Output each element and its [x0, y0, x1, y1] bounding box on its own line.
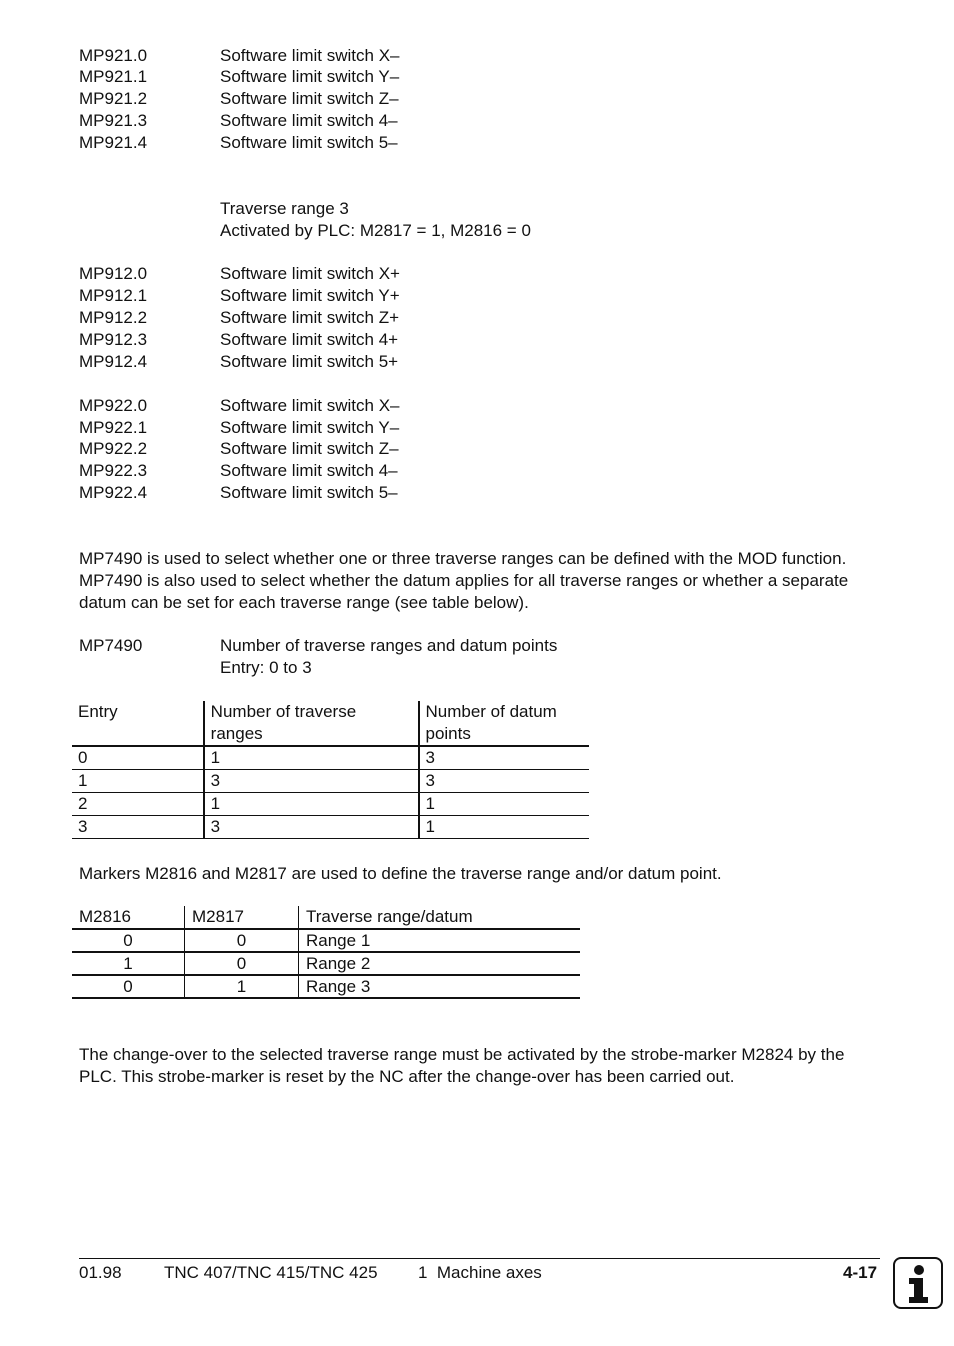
table-cell: Range 3 [299, 975, 581, 998]
param-label: Software limit switch 4– [220, 461, 398, 480]
param-label: Software limit switch Z– [220, 89, 399, 108]
param-code: MP7490 [79, 636, 143, 655]
table-cell: 0 [185, 929, 299, 952]
table-cell: 1 [204, 793, 419, 816]
table-cell: 1 [185, 975, 299, 998]
footer-chapter: 1 Machine axes [418, 1263, 542, 1282]
param-code: MP922.3 [79, 461, 148, 480]
param-label: Software limit switch 5– [220, 483, 398, 502]
table-cell: 3 [78, 817, 88, 836]
marker-table [72, 906, 580, 999]
entry-table [72, 701, 589, 839]
param-code: MP921.1 [79, 67, 148, 86]
param-label: Number of traverse ranges and datum points [220, 636, 558, 655]
table-cell: Range 1 [299, 929, 581, 952]
table-row [72, 975, 580, 998]
footer-divider [79, 1258, 880, 1259]
param-code: MP921.0 [79, 46, 148, 65]
table-row [72, 816, 589, 839]
intro-paragraph: MP7490 is used to select whether one or three traverse ranges can be defined with the MOD function. MP7490 is also used to select whether the datum applies for all traverse ranges or whether a separate datum can be set for each traverse range (see table below). [79, 549, 849, 612]
table-row [72, 952, 580, 975]
table-row [72, 929, 580, 952]
param-code: MP912.3 [79, 330, 148, 349]
table-cell: 3 [419, 770, 590, 793]
param-label: Software limit switch X– [220, 46, 400, 65]
table-row [72, 746, 589, 770]
table-cell: 0 [123, 931, 133, 950]
param-code: MP912.4 [79, 352, 148, 371]
param-code: MP921.2 [79, 89, 148, 108]
param-label: Software limit switch 4+ [220, 330, 399, 349]
table-cell: 3 [204, 770, 419, 793]
param-code: MP912.2 [79, 308, 148, 327]
table-cell: Range 2 [299, 952, 581, 975]
table-cell: 0 [185, 952, 299, 975]
param-label: Software limit switch 5+ [220, 352, 399, 371]
markers-paragraph: Markers M2816 and M2817 are used to define the traverse range and/or datum point. [79, 864, 722, 883]
param-label: Software limit switch Y– [220, 418, 400, 437]
table-cell: 2 [78, 794, 88, 813]
table-header: Entry [78, 702, 118, 721]
param-label: Software limit switch Z+ [220, 308, 400, 327]
table-cell: 1 [419, 793, 590, 816]
table-header-row [72, 906, 580, 929]
table-row [72, 770, 589, 793]
param-label: Software limit switch 5– [220, 133, 398, 152]
table-cell: 3 [204, 816, 419, 839]
param-code: MP921.4 [79, 133, 148, 152]
param-code: MP922.4 [79, 483, 148, 502]
table-cell: 0 [123, 977, 133, 996]
table-header: M2816 [79, 907, 131, 926]
param-label: Software limit switch Z– [220, 439, 399, 458]
param-code: MP922.0 [79, 396, 148, 415]
footer-date: 01.98 [79, 1263, 122, 1282]
traverse-range-activation: Activated by PLC: M2817 = 1, M2816 = 0 [220, 221, 531, 240]
table-header: Traverse range/datum [299, 906, 581, 929]
page-number: 4-17 [843, 1263, 878, 1282]
table-header-row [72, 701, 589, 746]
param-label: Software limit switch X+ [220, 264, 400, 283]
traverse-range-heading: Traverse range 3 [220, 199, 349, 218]
param-code: MP922.2 [79, 439, 148, 458]
param-label: Software limit switch 4– [220, 111, 398, 130]
param-code: MP912.0 [79, 264, 148, 283]
table-header: M2817 [185, 906, 299, 929]
param-label: Software limit switch X– [220, 396, 400, 415]
info-icon [893, 1257, 943, 1309]
param-entry-range: Entry: 0 to 3 [220, 658, 312, 677]
changeover-paragraph: The change-over to the selected traverse range must be activated by the strobe-marker M2824 by the PLC. This strobe-marker is reset by the NC after the change-over has been carried out. [79, 1045, 845, 1086]
table-cell: 0 [78, 748, 88, 767]
table-cell: 1 [204, 746, 419, 770]
table-cell: 1 [419, 816, 590, 839]
param-code: MP912.1 [79, 286, 148, 305]
param-label: Software limit switch Y+ [220, 286, 400, 305]
table-cell: 3 [419, 746, 590, 770]
param-code: MP922.1 [79, 418, 148, 437]
table-row [72, 793, 589, 816]
param-code: MP921.3 [79, 111, 148, 130]
table-cell: 1 [78, 771, 88, 790]
table-cell: 1 [123, 954, 133, 973]
table-header: Number of datum points [419, 701, 590, 746]
footer-product: TNC 407/TNC 415/TNC 425 [164, 1263, 378, 1282]
table-header: Number of traverse ranges [204, 701, 419, 746]
param-label: Software limit switch Y– [220, 67, 400, 86]
